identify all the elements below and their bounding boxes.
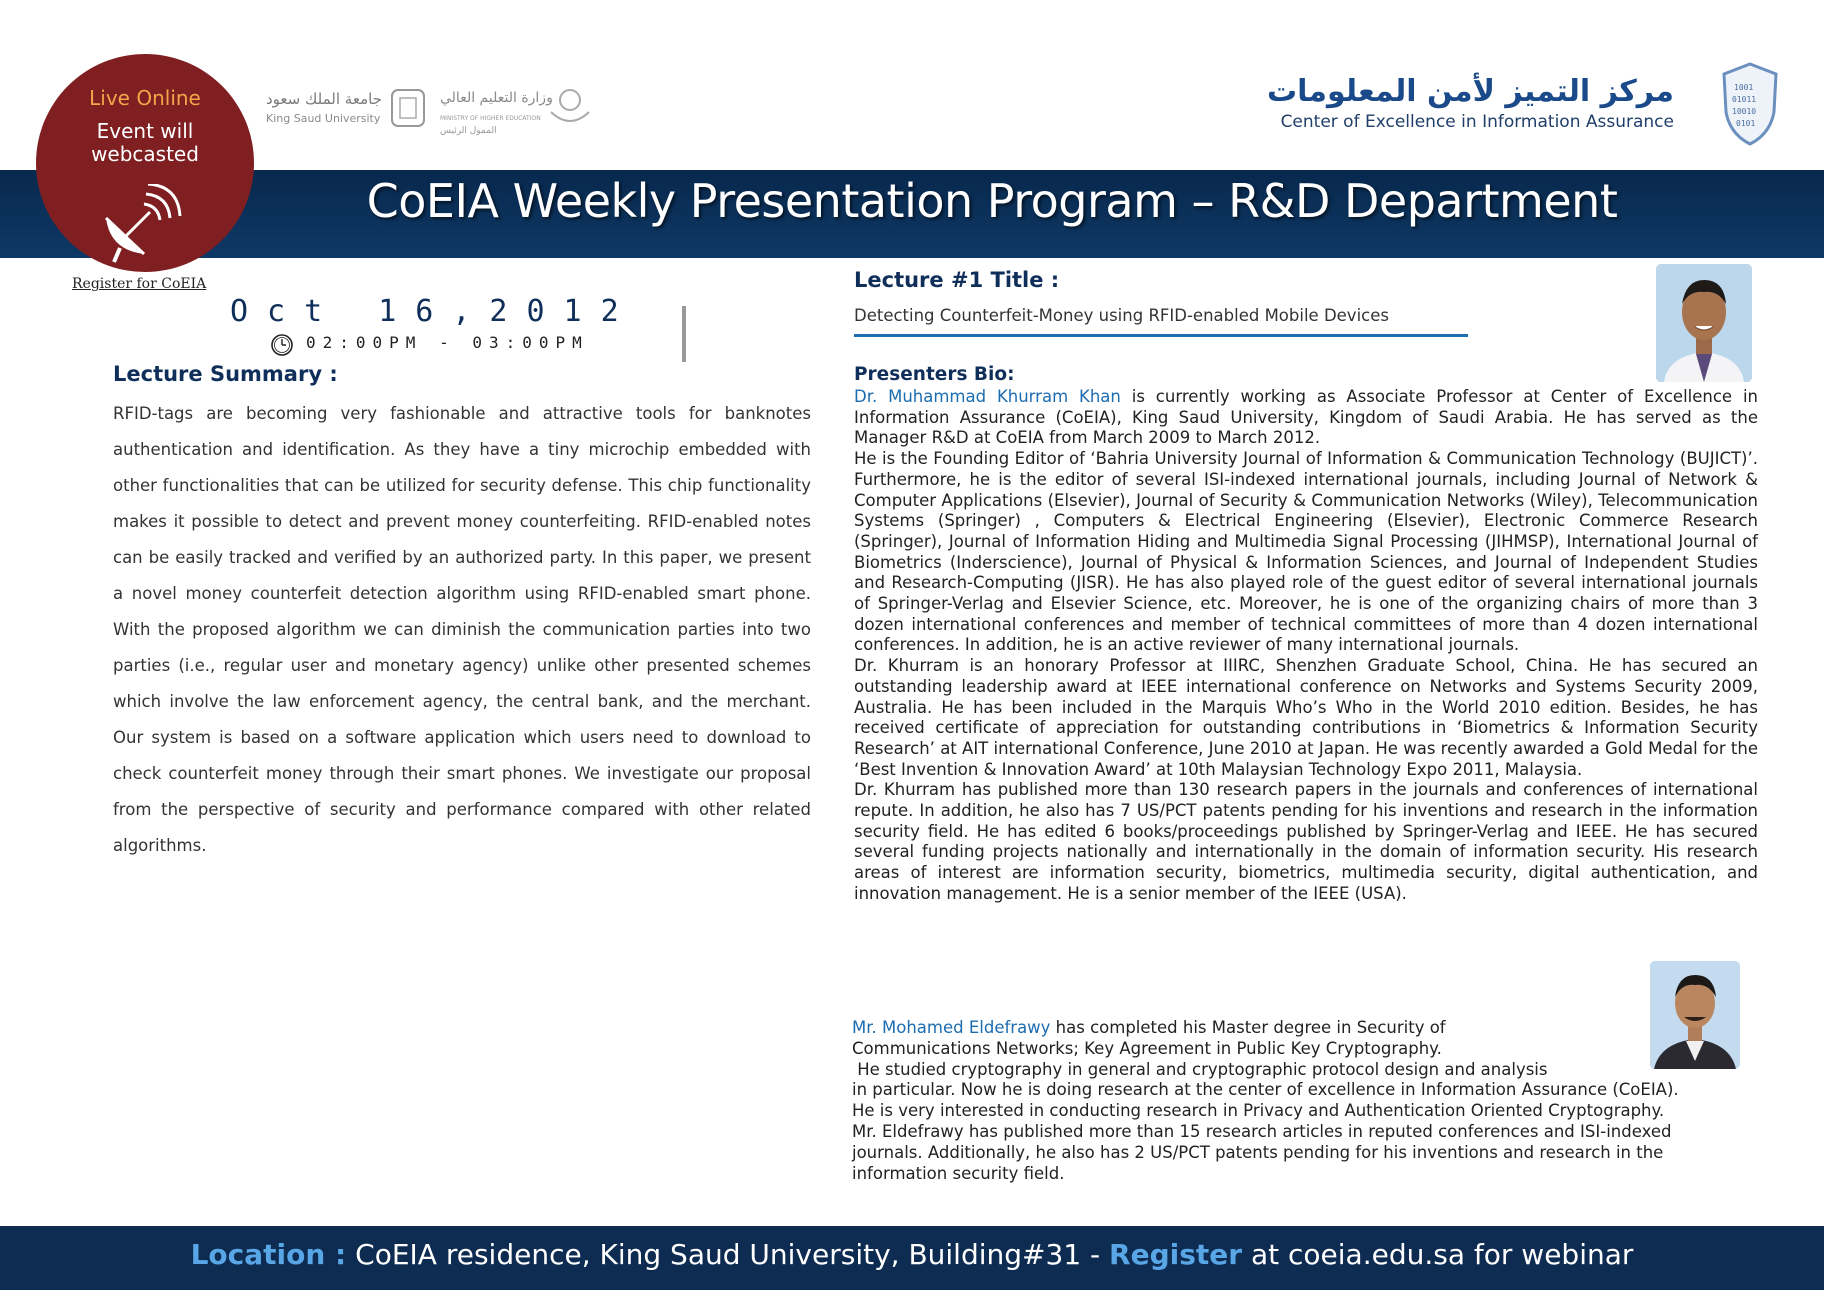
register-link[interactable]: Register for CoEIA: [72, 276, 207, 292]
footer-bar: [0, 1226, 1824, 1290]
partner-logos: [262, 80, 592, 142]
presenter2-line-5: He is very interested in conducting research in Privacy and Authentication Oriented Cryptography.: [852, 1101, 1665, 1121]
coeia-logo: [1266, 60, 1790, 150]
register-text: at coeia.edu.sa for webinar: [1242, 1238, 1634, 1271]
presenter1-awards: Dr. Khurram is an honorary Professor at IIIRC, Shenzhen Graduate School, China. He has secured an outstanding leadership award at IEEE international conference on Networks and Systems Security 2009, Australia. He has been included in the Marquis Who’s Who in the World 2010 edition. Besides, he has received certificate of appreciation for outstanding contributions in ‘Biometrics & Information Security Research’ at AIT international Conference, June 2010 at Japan. He was recently awarded a Gold Medal for the ‘Best Invention & Innovation Award’ at 10th Malaysian Technology Expo 2011, Malaysia.: [854, 656, 1758, 779]
presenter2-line-6: Mr. Eldefrawy has published more than 15 research articles in reputed conferences and ISI-indexed: [852, 1121, 1672, 1141]
svg-text:01011: 01011: [1732, 95, 1757, 104]
svg-text:1001: 1001: [1734, 83, 1754, 92]
register-label: Register: [1109, 1238, 1243, 1271]
clock-icon: [270, 333, 294, 357]
presenter2-line-1: has completed his Master degree in Security of: [1050, 1018, 1446, 1037]
presenter1-name: Dr. Muhammad Khurram Khan: [854, 387, 1121, 406]
webcast-label: [36, 120, 254, 166]
footer-text: [0, 1238, 1824, 1271]
presenter1-photo: [1656, 264, 1752, 382]
presenter2-line-7: journals. Additionally, he also has 2 US/PCT patents pending for his inventions and research in the: [852, 1142, 1664, 1162]
presenter2-name: Mr. Mohamed Eldefrawy: [852, 1018, 1051, 1037]
presenter2-line-8: information security field.: [852, 1163, 1065, 1183]
location-label: Location :: [190, 1238, 347, 1271]
event-date: Oct 16,2012: [230, 294, 638, 329]
presenter1-intro: is currently working as Associate Professor at Center of Excellence in Information Assurance (CoEIA), King Saud University, Kingdom of Saudi Arabia. He has served as the Manager R&D at CoEIA from March 2009 to March 2012.: [854, 387, 1758, 448]
event-time: 02:00PM - 03:00PM: [306, 333, 589, 352]
location-text: CoEIA residence, King Saud University, Building#31 -: [346, 1238, 1110, 1271]
lecture-heading: Lecture #1 Title :: [854, 268, 1060, 292]
coeia-arabic-name: مركز التميز لأمن المعلومات: [1266, 74, 1674, 109]
svg-text:10010: 10010: [1732, 107, 1757, 116]
ministry-arabic-name: وزارة التعليم العالي: [440, 90, 553, 106]
presenter2-line-3: He studied cryptography in general and cryptographic protocol design and analysis: [852, 1059, 1548, 1079]
shield-icon: [1720, 60, 1780, 148]
bio-heading: Presenters Bio:: [854, 364, 1015, 385]
svg-text:0101: 0101: [1736, 119, 1756, 128]
date-divider: [682, 306, 686, 362]
ministry-sub-label: الممول الرئيس: [440, 126, 497, 136]
presenter1-bio: [854, 387, 1758, 905]
title-underline: [854, 334, 1468, 337]
summary-text: RFID-tags are becoming very fashionable and attractive tools for banknotes authentication and identification. As they have a tiny microchip embedded with other functionalities that can be utilized for security defense. This chip functionality makes it possible to detect and prevent money counterfeiting. RFID-enabled notes can be easily tracked and verified by an authorized party. In this paper, we present a novel money counterfeit detection algorithm using RFID-enabled smart phone. With the proposed algorithm we can diminish the communication parties into two parties (i.e., regular user and monetary agency) unlike other presented schemes which involve the law enforcement agency, the central bank, and the merchant. Our system is based on a software application which users need to download to check counterfeit money through their smart phones. We investigate our proposal from the perspective of security and performance compared with other related algorithms.: [113, 404, 811, 855]
presenter2-bio: [852, 1018, 1757, 1184]
lecture-title: Detecting Counterfeit-Money using RFID-enabled Mobile Devices: [854, 306, 1389, 325]
ksu-english-name: King Saud University: [266, 112, 381, 125]
ksu-arabic-name: جامعة الملك سعود: [266, 90, 382, 108]
summary-heading: Lecture Summary :: [113, 362, 338, 386]
presenter2-line-4: in particular. Now he is doing research at the center of excellence in Information Assurance (CoEIA).: [852, 1080, 1679, 1100]
page-title: CoEIA Weekly Presentation Program – R&D Department: [366, 174, 1618, 228]
webcast-line-1: Event will: [96, 119, 194, 143]
live-online-badge: [36, 54, 254, 272]
presenter2-line-2: Communications Networks; Key Agreement in Public Key Cryptography.: [852, 1038, 1442, 1058]
presenter1-publications: Dr. Khurram has published more than 130 research papers in the journals and conferences of international repute. In addition, he also has 7 US/PCT patents pending for his inventions and research in the information security field. He has edited 6 books/proceedings published by Springer-Verlag and IEEE. He has secured several funding projects nationally and internationally in the domain of information security. His research areas of interest are information security, biometrics, multimedia security, digital authentication, and innovation management. He is a senior member of the IEEE (USA).: [854, 780, 1758, 903]
coeia-english-name: Center of Excellence in Information Assurance: [1280, 112, 1674, 132]
live-online-label: Live Online: [89, 86, 201, 110]
presenter1-editorial: He is the Founding Editor of ‘Bahria University Journal of Information & Communication Technology (BUJICT)’. Furthermore, he is the editor of several ISI-indexed international journals, including Journal of Network & Computer Applications (Elsevier), Journal of Security & Communication Networks (Wiley), Telecommunication Systems (Springer) , Computers & Electrical Engineering (Elsevier), Electronic Commerce Research (Springer), Journal of Information Hiding and Multimedia Signal Processing (JIHMSP), International Journal of Biometrics (Inderscience), Journal of Physical & Information Sciences, and Journal of Independent Studies and Research-Computing (JISR). He has also played role of the guest editor of several international journals of Springer-Verlag and Elsevier Science, etc. Moreover, he is one of the organizing chairs of more than 3 dozen international conferences and member of technical committees of more than 4 dozen international conferences. In addition, he is an active reviewer of many international journals.: [854, 449, 1758, 655]
satellite-dish-icon: [100, 184, 190, 264]
ministry-emblem-icon: [547, 82, 593, 128]
ministry-english-name: MINISTRY OF HIGHER EDUCATION: [440, 115, 541, 122]
title-banner: [0, 170, 1824, 258]
ksu-emblem-icon: [388, 86, 432, 130]
webcast-line-2: webcasted: [91, 142, 199, 166]
